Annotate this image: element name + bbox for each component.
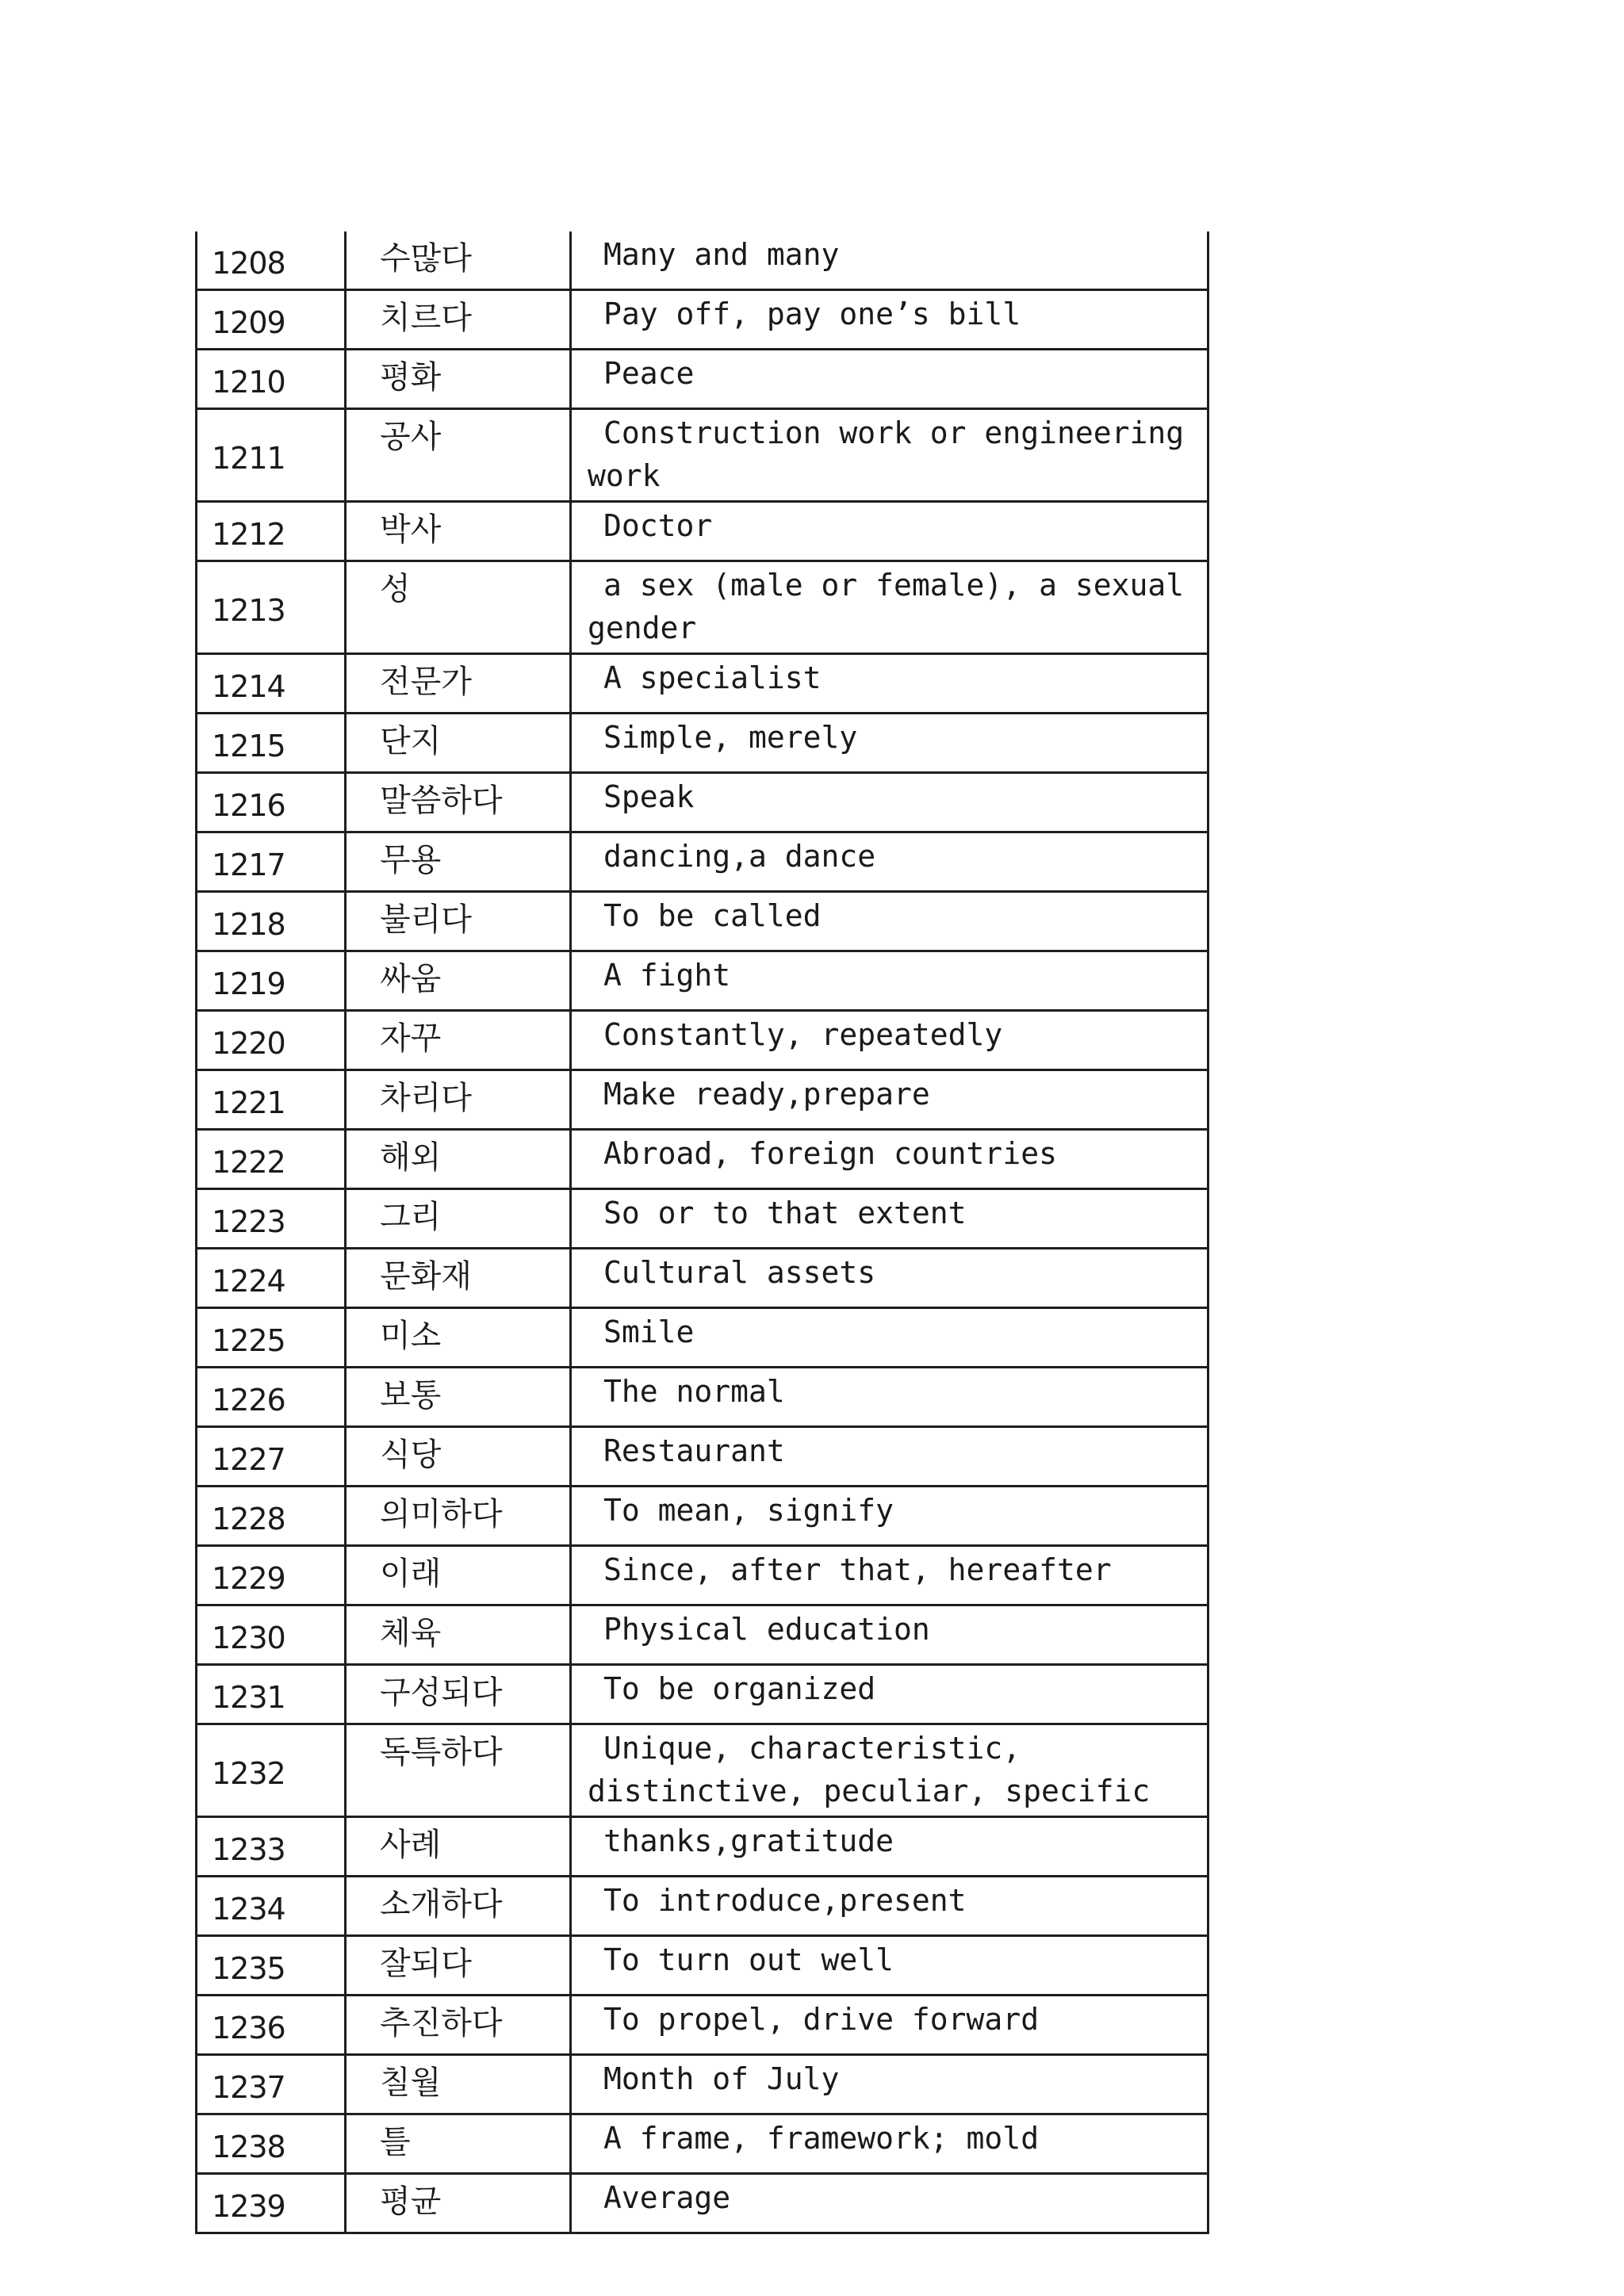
- english-meaning: Pay off, pay one’s bill: [571, 290, 1208, 350]
- word-number: 1223: [197, 1189, 346, 1249]
- english-meaning: Month of July: [571, 2055, 1208, 2114]
- word-number: 1229: [197, 1546, 346, 1605]
- english-meaning: Restaurant: [571, 1427, 1208, 1487]
- table-row: [197, 1817, 1208, 1877]
- table-row: [197, 232, 1208, 290]
- korean-word: 의미하다: [346, 1487, 571, 1546]
- vocabulary-table: [195, 232, 1209, 2234]
- word-number: 1219: [197, 951, 346, 1011]
- korean-word: 성: [346, 561, 571, 654]
- table-row: [197, 290, 1208, 350]
- english-meaning: Speak: [571, 773, 1208, 832]
- korean-word: 틀: [346, 2114, 571, 2174]
- table-row: [197, 1936, 1208, 1996]
- korean-word: 소개하다: [346, 1877, 571, 1936]
- word-number: 1236: [197, 1996, 346, 2055]
- korean-word: 보통: [346, 1368, 571, 1427]
- korean-word: 식당: [346, 1427, 571, 1487]
- table-row: [197, 1189, 1208, 1249]
- word-number: 1225: [197, 1308, 346, 1368]
- korean-word: 해외: [346, 1130, 571, 1189]
- english-meaning: a sex (male or female), a sexual gender: [571, 561, 1208, 654]
- english-meaning: Constantly, repeatedly: [571, 1011, 1208, 1070]
- english-meaning: A frame, framework; mold: [571, 2114, 1208, 2174]
- english-meaning: A specialist: [571, 654, 1208, 714]
- table-row: [197, 1368, 1208, 1427]
- korean-word: 잘되다: [346, 1936, 571, 1996]
- table-row: [197, 892, 1208, 951]
- korean-word: 독특하다: [346, 1724, 571, 1817]
- english-meaning: To mean, signify: [571, 1487, 1208, 1546]
- korean-word: 무용: [346, 832, 571, 892]
- korean-word: 체육: [346, 1605, 571, 1665]
- table-row: [197, 561, 1208, 654]
- korean-word: 말씀하다: [346, 773, 571, 832]
- korean-word: 칠월: [346, 2055, 571, 2114]
- table-row: [197, 2055, 1208, 2114]
- korean-word: 불리다: [346, 892, 571, 951]
- english-meaning: Unique, characteristic, distinctive, peculiar, specific: [571, 1724, 1208, 1817]
- word-number: 1210: [197, 350, 346, 409]
- word-number: 1211: [197, 409, 346, 502]
- korean-word: 사례: [346, 1817, 571, 1877]
- korean-word: 단지: [346, 714, 571, 773]
- word-number: 1232: [197, 1724, 346, 1817]
- word-number: 1227: [197, 1427, 346, 1487]
- korean-word: 구성되다: [346, 1665, 571, 1724]
- english-meaning: To propel, drive forward: [571, 1996, 1208, 2055]
- english-meaning: dancing,a dance: [571, 832, 1208, 892]
- word-number: 1235: [197, 1936, 346, 1996]
- table-row: [197, 773, 1208, 832]
- table-row: [197, 1546, 1208, 1605]
- table-row: [197, 1487, 1208, 1546]
- korean-word: 이래: [346, 1546, 571, 1605]
- word-number: 1228: [197, 1487, 346, 1546]
- table-row: [197, 1427, 1208, 1487]
- table-row: [197, 1877, 1208, 1936]
- english-meaning: thanks,gratitude: [571, 1817, 1208, 1877]
- table-row: [197, 502, 1208, 561]
- word-number: 1238: [197, 2114, 346, 2174]
- korean-word: 차리다: [346, 1070, 571, 1130]
- table-row: [197, 350, 1208, 409]
- english-meaning: Peace: [571, 350, 1208, 409]
- word-number: 1218: [197, 892, 346, 951]
- word-number: 1216: [197, 773, 346, 832]
- english-meaning: To be called: [571, 892, 1208, 951]
- table-row: [197, 1011, 1208, 1070]
- table-row: [197, 1724, 1208, 1817]
- word-number: 1222: [197, 1130, 346, 1189]
- english-meaning: Doctor: [571, 502, 1208, 561]
- word-number: 1214: [197, 654, 346, 714]
- korean-word: 싸움: [346, 951, 571, 1011]
- korean-word: 공사: [346, 409, 571, 502]
- table-row: [197, 1249, 1208, 1308]
- english-meaning: So or to that extent: [571, 1189, 1208, 1249]
- english-meaning: To be organized: [571, 1665, 1208, 1724]
- word-number: 1231: [197, 1665, 346, 1724]
- word-number: 1220: [197, 1011, 346, 1070]
- table-row: [197, 1996, 1208, 2055]
- word-number: 1208: [197, 232, 346, 290]
- english-meaning: The normal: [571, 1368, 1208, 1427]
- word-number: 1221: [197, 1070, 346, 1130]
- korean-word: 자꾸: [346, 1011, 571, 1070]
- word-number: 1226: [197, 1368, 346, 1427]
- english-meaning: Simple, merely: [571, 714, 1208, 773]
- english-meaning: Cultural assets: [571, 1249, 1208, 1308]
- table-row: [197, 2174, 1208, 2233]
- korean-word: 치르다: [346, 290, 571, 350]
- english-meaning: Since, after that, hereafter: [571, 1546, 1208, 1605]
- english-meaning: Smile: [571, 1308, 1208, 1368]
- table-row: [197, 2114, 1208, 2174]
- korean-word: 추진하다: [346, 1996, 571, 2055]
- word-number: 1212: [197, 502, 346, 561]
- table-row: [197, 1605, 1208, 1665]
- english-meaning: Average: [571, 2174, 1208, 2233]
- word-number: 1209: [197, 290, 346, 350]
- english-meaning: To turn out well: [571, 1936, 1208, 1996]
- english-meaning: A fight: [571, 951, 1208, 1011]
- english-meaning: Physical education: [571, 1605, 1208, 1665]
- word-number: 1213: [197, 561, 346, 654]
- korean-word: 평균: [346, 2174, 571, 2233]
- korean-word: 전문가: [346, 654, 571, 714]
- english-meaning: Many and many: [571, 232, 1208, 290]
- korean-word: 그리: [346, 1189, 571, 1249]
- english-meaning: Construction work or engineering work: [571, 409, 1208, 502]
- word-number: 1237: [197, 2055, 346, 2114]
- table-row: [197, 1665, 1208, 1724]
- english-meaning: Make ready,prepare: [571, 1070, 1208, 1130]
- table-row: [197, 1130, 1208, 1189]
- word-number: 1234: [197, 1877, 346, 1936]
- table-row: [197, 654, 1208, 714]
- korean-word: 수많다: [346, 232, 571, 290]
- korean-word: 평화: [346, 350, 571, 409]
- table-row: [197, 1070, 1208, 1130]
- table-row: [197, 409, 1208, 502]
- korean-word: 미소: [346, 1308, 571, 1368]
- table-row: [197, 951, 1208, 1011]
- word-number: 1230: [197, 1605, 346, 1665]
- english-meaning: Abroad, foreign countries: [571, 1130, 1208, 1189]
- korean-word: 박사: [346, 502, 571, 561]
- word-number: 1215: [197, 714, 346, 773]
- word-number: 1217: [197, 832, 346, 892]
- table-row: [197, 1308, 1208, 1368]
- table-row: [197, 832, 1208, 892]
- word-number: 1239: [197, 2174, 346, 2233]
- table-row: [197, 714, 1208, 773]
- korean-word: 문화재: [346, 1249, 571, 1308]
- english-meaning: To introduce,present: [571, 1877, 1208, 1936]
- word-number: 1233: [197, 1817, 346, 1877]
- word-number: 1224: [197, 1249, 346, 1308]
